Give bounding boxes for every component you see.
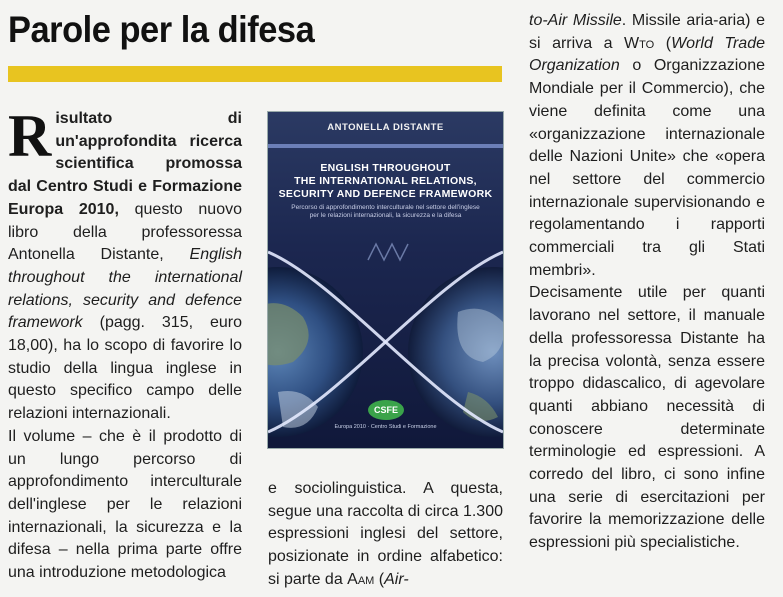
body-text: (pagg. 315, euro 18,00), ha lo scopo di favorire lo studio della lingua inglese in questo specifico campo delle relazioni internazionali. bbox=[8, 314, 242, 423]
title-accent-bar bbox=[8, 66, 502, 82]
book-cover-image bbox=[268, 112, 503, 448]
cover-title-line: ENGLISH THROUGHOUT bbox=[320, 162, 451, 174]
paragraph-continued bbox=[268, 478, 503, 592]
lead-text: isultato di un'approfondita ricerca scientifica promossa dal Centro Studi e Formazione Europa 2010, bbox=[8, 110, 242, 218]
body-text: . Missile aria-aria) e si arriva a bbox=[529, 12, 765, 52]
body-text: o Organizzazione Mondiale per il Commercio), che viene definita come una «organizzazione internazionale delle Nazioni Unite» che «opera nel settore del commercio internazionale supervisionando e regolamentando i rapporti commerciali tra gli Stati membri». bbox=[529, 57, 765, 279]
paragraph-continued bbox=[529, 10, 765, 282]
cover-title-line: SECURITY AND DEFENCE FRAMEWORK bbox=[278, 188, 493, 200]
publisher-logo: CSFE bbox=[368, 400, 404, 420]
drop-cap: R bbox=[8, 103, 52, 169]
paragraph-intro bbox=[8, 103, 242, 426]
body-text: questo nuovo libro della professoressa Antonella Distante, bbox=[8, 200, 242, 264]
acronym-aam: Aam bbox=[347, 570, 375, 588]
italic-term: to-Air Missile bbox=[529, 12, 622, 29]
book-title: English throughout the international relations, security and defence framework bbox=[8, 246, 242, 332]
article-column-1 bbox=[8, 103, 242, 585]
cover-title-line: THE INTERNATIONAL RELATIONS, bbox=[294, 175, 477, 187]
article-title: Parole per la difesa bbox=[8, 9, 315, 50]
cover-subtitle: Percorso di approfondimento interculturale nel settore dell'inglese per le relazioni internazionali, la sicurezza e la difesa bbox=[291, 204, 480, 219]
cover-title bbox=[276, 162, 495, 201]
italic-term: World Trade Organization bbox=[529, 34, 765, 75]
cover-publisher: Europa 2010 · Centro Studi e Formazione bbox=[334, 424, 437, 430]
body-text: e sociolinguistica. A questa, segue una raccolta di circa 1.300 espressioni inglesi del settore, posizionate in ordine alfabetico: si parte da bbox=[268, 480, 503, 588]
body-text: ( bbox=[654, 34, 672, 52]
article-column-2 bbox=[268, 478, 503, 592]
cover-author: ANTONELLA DISTANTE bbox=[327, 122, 444, 133]
paragraph-conclusion: Decisamente utile per quanti lavorano nel settore, il manuale della professoressa Distante ha la precisa volontà, senza essere troppo didascalico, di agevolare quanti abbiano necessità di conoscere determinate terminologie ed espressioni. A corredo del libro, ci sono infine una serie di esercitazioni per favorire la memorizzazione delle espressioni più specialistiche. bbox=[529, 284, 765, 552]
cover-divider bbox=[268, 144, 503, 148]
italic-term: Air- bbox=[384, 570, 409, 588]
paragraph-volume: Il volume – che è il prodotto di un lungo percorso di approfondimento interculturale dell'inglese per le relazioni internazionali, la sicurezza e la difesa – nella prima parte offre una introduzione metodologica bbox=[8, 427, 242, 582]
acronym-wto: Wto bbox=[624, 34, 655, 52]
body-text: ( bbox=[374, 570, 385, 588]
article-column-3 bbox=[529, 10, 765, 555]
